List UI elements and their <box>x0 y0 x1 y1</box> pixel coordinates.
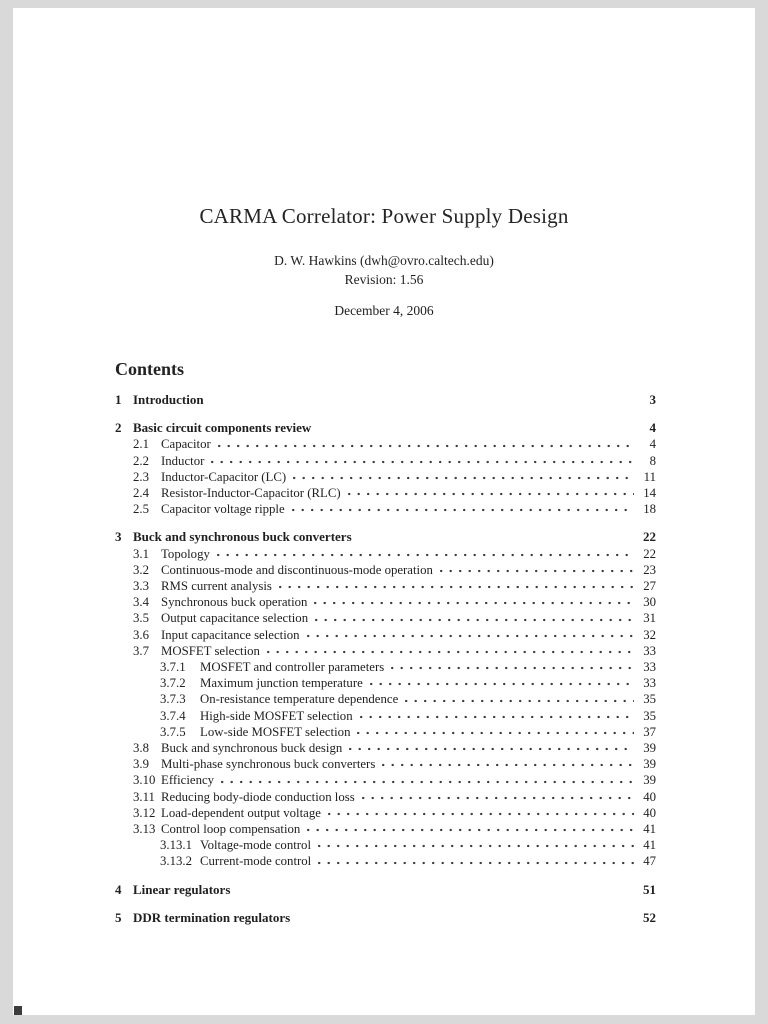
toc-entry-title: Maximum junction temperature <box>200 676 363 691</box>
toc-entry-title: Reducing body-diode conduction loss <box>161 789 355 804</box>
toc-entry-number: 3.5 <box>133 611 149 626</box>
toc-entry-title: Buck and synchronous buck design <box>161 741 343 756</box>
toc-entry[interactable] <box>115 837 656 853</box>
toc-entry-title: RMS current analysis <box>161 579 272 594</box>
toc-entry-title: Inductor <box>161 453 205 468</box>
toc-entry-number: 3.2 <box>133 562 149 577</box>
toc-entry-page: 14 <box>643 486 656 501</box>
toc-entry-page: 8 <box>649 453 656 468</box>
toc-entry-page: 33 <box>643 676 656 691</box>
toc-entry-number: 3.13.2 <box>160 854 192 869</box>
toc-entry-page: 27 <box>643 579 656 594</box>
dot-leader <box>360 714 634 722</box>
toc-entry-number: 3.12 <box>133 805 156 820</box>
toc-entry-page: 40 <box>643 789 656 804</box>
toc-entry[interactable] <box>115 724 656 740</box>
dot-leader <box>211 459 634 467</box>
toc-entry-number: 2.2 <box>133 453 149 468</box>
toc-entry-page: 35 <box>643 692 656 707</box>
toc-entry-number: 3.7.3 <box>160 692 186 707</box>
dot-leader <box>318 860 634 868</box>
dot-leader <box>382 762 634 770</box>
toc-entry-title: Load-dependent output voltage <box>161 805 321 820</box>
dot-leader <box>315 617 634 625</box>
dot-leader <box>318 426 634 434</box>
toc-entry-page: 11 <box>643 469 656 484</box>
toc-entry-page: 33 <box>643 643 656 658</box>
toc-entry-title: Multi-phase synchronous buck converters <box>161 757 376 772</box>
toc-entry[interactable] <box>115 675 656 691</box>
document-page <box>13 8 755 1015</box>
toc-entry-page: 51 <box>643 881 656 897</box>
toc-entry-title: Inductor-Capacitor (LC) <box>161 469 287 484</box>
dot-leader <box>328 811 634 819</box>
toc-entry[interactable] <box>115 643 656 659</box>
toc-entry-page: 39 <box>643 741 656 756</box>
toc-entry-number: 3.3 <box>133 579 149 594</box>
toc-entry-number: 3.1 <box>133 546 149 561</box>
toc-entry-page: 32 <box>643 627 656 642</box>
toc-entry-number: 3.9 <box>133 757 149 772</box>
dot-leader <box>314 600 634 608</box>
dot-leader <box>279 584 634 592</box>
dot-leader <box>217 552 634 560</box>
toc-entry-title: High-side MOSFET selection <box>200 708 353 723</box>
toc-entry-number: 3.7.1 <box>160 660 186 675</box>
toc-entry[interactable] <box>115 562 656 578</box>
toc-entry-title: Continuous-mode and discontinuous-mode operation <box>161 562 433 577</box>
toc-section-entry[interactable] <box>115 529 656 545</box>
dot-leader <box>292 507 634 515</box>
toc-entry-number: 2 <box>115 420 122 436</box>
toc-entry[interactable] <box>115 821 656 837</box>
toc-entry[interactable] <box>115 485 656 501</box>
toc-entry[interactable] <box>115 772 656 788</box>
dot-leader <box>405 698 634 706</box>
toc-entry-page: 4 <box>649 437 656 452</box>
document-author: D. W. Hawkins (dwh@ovro.caltech.edu) <box>274 253 494 268</box>
toc-entry-page: 31 <box>643 611 656 626</box>
toc-entry-page: 22 <box>643 546 656 561</box>
toc-entry-number: 2.4 <box>133 486 149 501</box>
toc-entry-number: 1 <box>115 392 122 407</box>
toc-entry-number: 2.5 <box>133 502 149 517</box>
toc-entry-number: 4 <box>115 881 122 897</box>
toc-entry-number: 2.3 <box>133 469 149 484</box>
toc-entry-title: Capacitor voltage ripple <box>161 502 285 517</box>
toc-entry-title: Voltage-mode control <box>200 838 311 853</box>
dot-leader <box>267 649 634 657</box>
toc-entry-number: 3.11 <box>133 789 155 804</box>
toc-entry[interactable] <box>115 436 656 452</box>
contents-heading: Contents <box>115 359 185 379</box>
table-of-contents <box>13 359 755 926</box>
toc-entry-page: 3 <box>649 392 656 407</box>
toc-entry-page: 39 <box>643 773 656 788</box>
toc-entry-page: 41 <box>643 822 656 837</box>
toc-entry-page: 33 <box>643 660 656 675</box>
toc-entry-title: Linear regulators <box>133 881 231 897</box>
toc-entry-page: 52 <box>643 909 656 925</box>
dot-leader <box>440 568 634 576</box>
toc-entry[interactable] <box>115 546 656 562</box>
dot-leader <box>237 888 634 896</box>
toc-list <box>115 392 656 926</box>
dot-leader <box>297 916 634 924</box>
toc-entry-number: 3.6 <box>133 627 149 642</box>
dot-leader <box>218 443 634 451</box>
toc-entry-title: MOSFET and controller parameters <box>200 660 385 675</box>
toc-entry-page: 40 <box>643 805 656 820</box>
next-page-peek-mark <box>14 1006 22 1015</box>
dot-leader <box>357 730 634 738</box>
toc-entry-title: Low-side MOSFET selection <box>200 724 351 739</box>
toc-entry-title: Basic circuit components review <box>133 420 312 436</box>
toc-entry-page: 30 <box>643 595 656 610</box>
toc-entry-title: Efficiency <box>161 773 215 788</box>
dot-leader <box>307 827 634 835</box>
toc-entry-page: 22 <box>643 529 656 545</box>
dot-leader <box>362 795 634 803</box>
toc-entry[interactable] <box>115 501 656 517</box>
toc-entry-title: Current-mode control <box>200 854 312 869</box>
toc-entry-title: DDR termination regulators <box>133 909 291 925</box>
toc-entry-page: 18 <box>643 502 656 517</box>
toc-entry-page: 41 <box>643 838 656 853</box>
toc-entry-title: On-resistance temperature dependence <box>200 692 399 707</box>
toc-entry[interactable] <box>115 469 656 485</box>
toc-entry-title: Output capacitance selection <box>161 611 309 626</box>
dot-leader <box>349 746 634 754</box>
toc-entry-title: Capacitor <box>161 437 211 452</box>
toc-entry-number: 3.7.2 <box>160 676 186 691</box>
toc-entry[interactable] <box>115 453 656 469</box>
document-title: CARMA Correlator: Power Supply Design <box>199 204 569 228</box>
toc-entry-page: 23 <box>643 562 656 577</box>
toc-entry-number: 5 <box>115 909 122 925</box>
toc-entry[interactable] <box>115 627 656 643</box>
toc-entry-number: 3.7 <box>133 643 149 658</box>
dot-leader <box>318 843 634 851</box>
toc-entry-number: 3.4 <box>133 595 149 610</box>
dot-leader <box>348 491 634 499</box>
toc-entry-title: Input capacitance selection <box>161 627 300 642</box>
dot-leader <box>211 398 634 406</box>
toc-entry-title: Buck and synchronous buck converters <box>133 529 352 545</box>
title-block <box>13 8 755 319</box>
document-revision: Revision: 1.56 <box>344 272 424 287</box>
toc-entry-page: 4 <box>649 420 656 436</box>
document-date: December 4, 2006 <box>334 303 434 318</box>
toc-entry-number: 3.7.4 <box>160 708 186 723</box>
toc-entry-title: Introduction <box>133 392 204 407</box>
toc-entry-page: 37 <box>643 724 656 739</box>
toc-entry[interactable] <box>115 691 656 707</box>
dot-leader <box>370 681 634 689</box>
dot-leader <box>307 633 634 641</box>
toc-section-entry[interactable] <box>115 882 656 898</box>
toc-entry[interactable] <box>115 578 656 594</box>
toc-entry-page: 47 <box>643 854 656 869</box>
toc-entry-title: Topology <box>161 546 210 561</box>
toc-entry-page: 39 <box>643 757 656 772</box>
toc-entry-number: 3.13.1 <box>160 838 192 853</box>
dot-leader <box>359 536 634 544</box>
toc-entry[interactable] <box>115 610 656 626</box>
toc-entry[interactable] <box>115 853 656 869</box>
toc-entry[interactable] <box>115 789 656 805</box>
toc-entry[interactable] <box>115 594 656 610</box>
toc-entry[interactable] <box>115 659 656 675</box>
toc-entry-page: 35 <box>643 708 656 723</box>
toc-entry-number: 3.7.5 <box>160 724 186 739</box>
toc-section-entry[interactable] <box>115 420 656 436</box>
toc-entry-title: Synchronous buck operation <box>161 595 308 610</box>
toc-entry[interactable] <box>115 708 656 724</box>
toc-section-entry[interactable] <box>115 910 656 926</box>
toc-entry[interactable] <box>115 756 656 772</box>
dot-leader <box>293 475 634 483</box>
toc-entry[interactable] <box>115 740 656 756</box>
toc-entry[interactable] <box>115 805 656 821</box>
toc-entry-title: Control loop compensation <box>161 822 301 837</box>
toc-entry-number: 3.13 <box>133 822 156 837</box>
toc-entry-number: 3.8 <box>133 741 149 756</box>
toc-entry-number: 3 <box>115 529 122 545</box>
toc-entry-title: Resistor-Inductor-Capacitor (RLC) <box>161 486 341 501</box>
toc-entry-number: 3.10 <box>133 773 156 788</box>
toc-entry-number: 2.1 <box>133 437 149 452</box>
dot-leader <box>221 779 634 787</box>
dot-leader <box>391 665 634 673</box>
toc-section-entry[interactable] <box>115 392 656 408</box>
toc-entry-title: MOSFET selection <box>161 643 260 658</box>
